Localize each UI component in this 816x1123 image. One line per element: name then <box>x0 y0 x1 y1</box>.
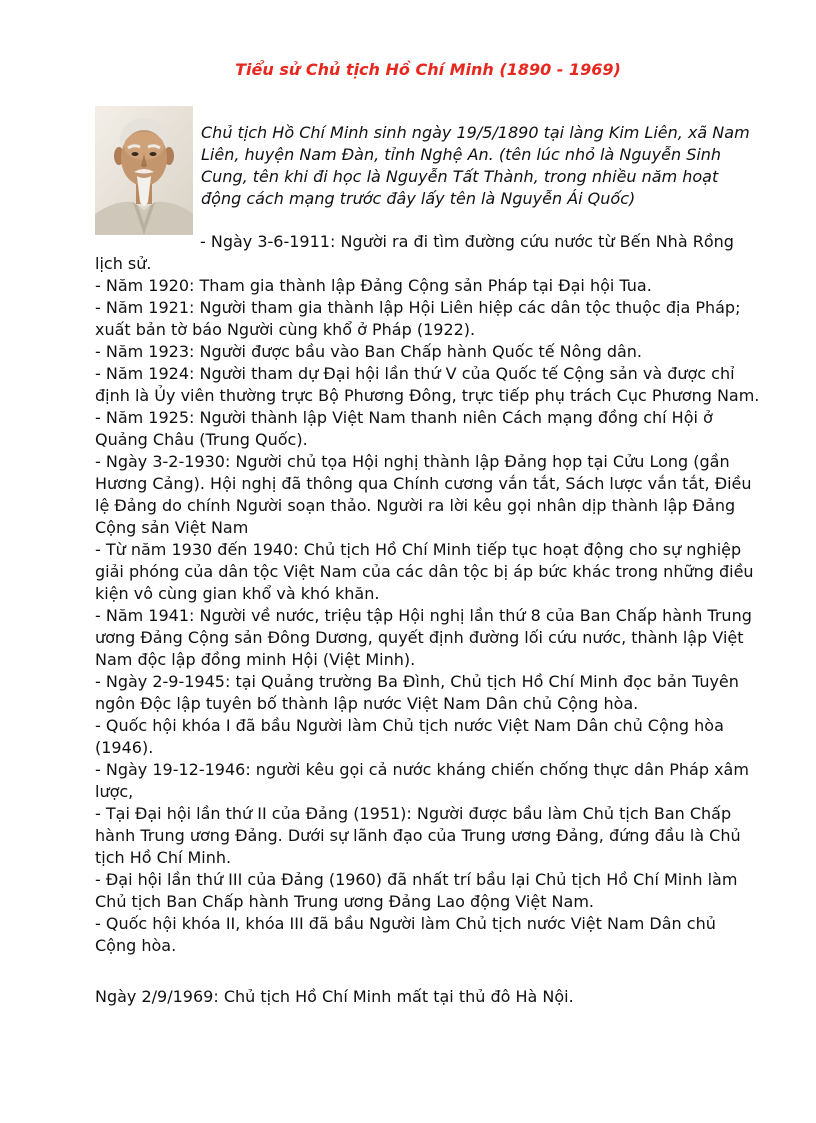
timeline-item: - Ngày 19-12-1946: người kêu gọi cả nước kháng chiến chống thực dân Pháp xâm lược, <box>95 760 749 801</box>
timeline-item: - Năm 1921: Người tham gia thành lập Hội Liên hiệp các dân tộc thuộc địa Pháp; xuất bản tờ báo Người cùng khổ ở Pháp (1922). <box>95 298 741 339</box>
intro-paragraph: Chủ tịch Hồ Chí Minh sinh ngày 19/5/1890 tại làng Kim Liên, xã Nam Liên, huyện Nam Đàn, tỉnh Nghệ An. (tên lúc nhỏ là Nguyễn Sinh Cung, tên khi đi học là Nguyễn Tất Thành, trong nhiều năm hoạt động cách mạng trước đây lấy tên là Nguyễn Ái Quốc) <box>201 123 750 208</box>
timeline-list <box>95 231 760 957</box>
timeline-item: - Tại Đại hội lần thứ II của Đảng (1951): Người được bầu làm Chủ tịch Ban Chấp hành Trung ương Đảng. Dưới sự lãnh đạo của Trung ương Đảng, đứng đầu là Chủ tịch Hồ Chí Minh. <box>95 804 741 867</box>
timeline-item: - Ngày 2-9-1945: tại Quảng trường Ba Đình, Chủ tịch Hồ Chí Minh đọc bản Tuyên ngôn Độc lập tuyên bố thành lập nước Việt Nam Dân chủ Cộng hòa. <box>95 672 739 713</box>
timeline-item: - Đại hội lần thứ III của Đảng (1960) đã nhất trí bầu lại Chủ tịch Hồ Chí Minh làm Chủ tịch Ban Chấp hành Trung ương Đảng Lao động Việt Nam. <box>95 870 738 911</box>
timeline-item: - Năm 1924: Người tham dự Đại hội lần thứ V của Quốc tế Cộng sản và được chỉ định là Ủy viên thường trực Bộ Phương Đông, trực tiếp phụ trách Cục Phương Nam. <box>95 364 760 405</box>
closing-line: Ngày 2/9/1969: Chủ tịch Hồ Chí Minh mất tại thủ đô Hà Nội. <box>95 987 574 1006</box>
timeline-item: - Ngày 3-6-1911: Người ra đi tìm đường cứu nước từ Bến Nhà Rồng lịch sử. <box>95 232 734 273</box>
timeline-item: - Năm 1925: Người thành lập Việt Nam thanh niên Cách mạng đồng chí Hội ở Quảng Châu (Trung Quốc). <box>95 408 713 449</box>
timeline-item: - Ngày 3-2-1930: Người chủ tọa Hội nghị thành lập Đảng họp tại Cửu Long (gần Hương Cảng). Hội nghị đã thông qua Chính cương vắn tắt, Sách lược vắn tắt, Điều lệ Đảng do chính Người soạn thảo. Người ra lời kêu gọi nhân dịp thành lập Đảng Cộng sản Việt Nam <box>95 452 752 537</box>
timeline-item: - Năm 1920: Tham gia thành lập Đảng Cộng sản Pháp tại Đại hội Tua. <box>95 276 652 295</box>
timeline-item: - Quốc hội khóa II, khóa III đã bầu Người làm Chủ tịch nước Việt Nam Dân chủ Cộng hòa. <box>95 914 716 955</box>
page-title: Tiểu sử Chủ tịch Hồ Chí Minh (1890 - 1969) <box>235 60 621 79</box>
timeline-item: - Năm 1941: Người về nước, triệu tập Hội nghị lần thứ 8 của Ban Chấp hành Trung ương Đảng Cộng sản Đông Dương, quyết định đường lối cứu nước, thành lập Việt Nam độc lập đồng minh Hội (Việt Minh). <box>95 606 752 669</box>
portrait-photo <box>95 106 193 235</box>
timeline-item: - Từ năm 1930 đến 1940: Chủ tịch Hồ Chí Minh tiếp tục hoạt động cho sự nghiệp giải phóng của dân tộc Việt Nam của các dân tộc bị áp bức khác trong những điều kiện vô cùng gian khổ và khó khăn. <box>95 540 754 603</box>
timeline-item: - Năm 1923: Người được bầu vào Ban Chấp hành Quốc tế Nông dân. <box>95 342 643 361</box>
timeline-item: - Quốc hội khóa I đã bầu Người làm Chủ tịch nước Việt Nam Dân chủ Cộng hòa (1946). <box>95 716 724 757</box>
